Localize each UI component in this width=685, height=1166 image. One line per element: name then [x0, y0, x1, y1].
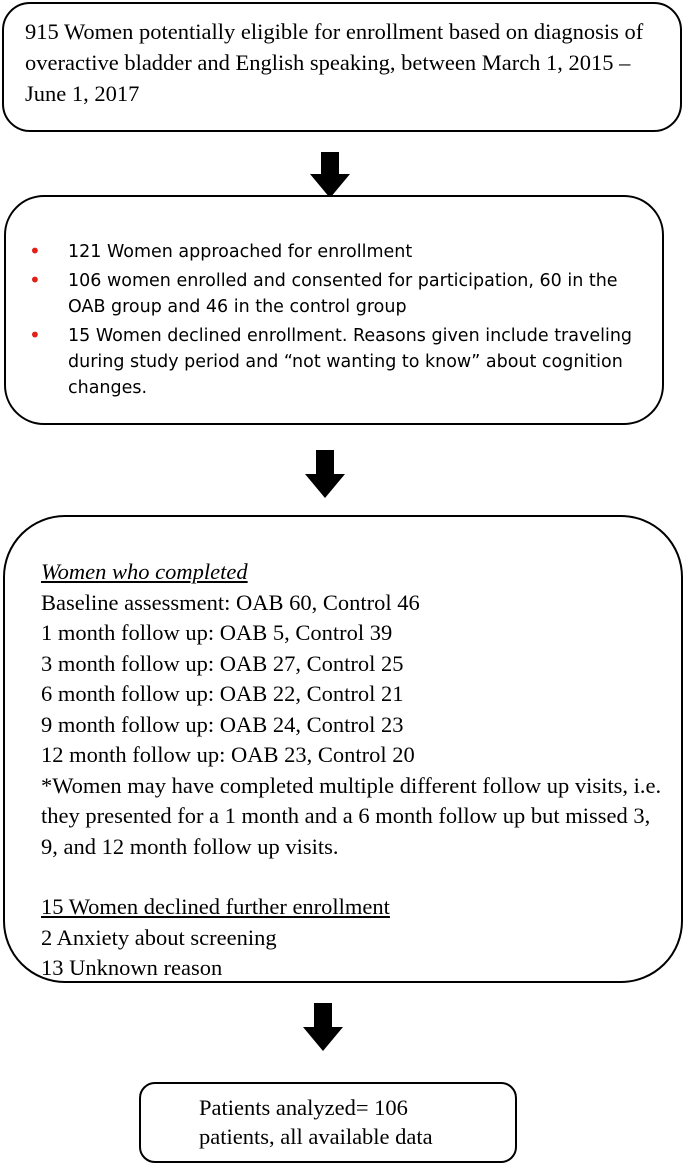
- declined-line: 2 Anxiety about screening: [41, 924, 277, 950]
- list-item: [28, 323, 660, 401]
- enrollment-bullet-list: [28, 239, 660, 404]
- completed-line: Baseline assessment: OAB 60, Control 46: [41, 589, 420, 615]
- declined-heading: 15 Women declined further enrollment: [41, 894, 390, 919]
- analysis-box: [139, 1082, 517, 1163]
- bullet-icon: •: [29, 268, 41, 292]
- completion-box: [3, 515, 683, 983]
- analysis-line: Patients analyzed= 106: [199, 1095, 408, 1120]
- down-arrow-icon: [303, 1003, 343, 1051]
- completed-line: 12 month follow up: OAB 23, Control 20: [41, 742, 415, 767]
- completed-line: 1 month follow up: OAB 5, Control 39: [41, 620, 393, 645]
- list-item-text: 121 Women approached for enrollment: [68, 242, 413, 262]
- list-item-text: 106 women enrolled and consented for participation, 60 in the OAB group and 46 in the control group: [68, 271, 618, 317]
- eligibility-text: 915 Women potentially eligible for enrollment based on diagnosis of overactive bladder and English speaking, between March 1, 2015 – June 1, 2017: [25, 19, 644, 106]
- declined-line: 13 Unknown reason: [41, 955, 223, 980]
- eligibility-box: [2, 2, 682, 132]
- bullet-icon: •: [29, 239, 41, 263]
- down-arrow-icon: [305, 450, 345, 498]
- analysis-line: patients, all available data: [199, 1124, 433, 1149]
- list-item-text: 15 Women declined enrollment. Reasons given include traveling during study period and “not wanting to know” about cognition changes.: [68, 326, 633, 398]
- down-arrow-icon: [310, 152, 350, 198]
- list-item: [28, 268, 660, 320]
- bullet-icon: •: [29, 323, 41, 347]
- completed-heading: Women who completed: [41, 559, 248, 584]
- completed-line: 6 month follow up: OAB 22, Control 21: [41, 681, 404, 706]
- footnote: *Women may have completed multiple different follow up visits, i.e. they presented for a 1 month and a 6 month follow up but missed 3, 9, and 12 month follow up visits.: [41, 772, 662, 859]
- list-item: [28, 239, 660, 265]
- completed-line: 3 month follow up: OAB 27, Control 25: [41, 650, 404, 676]
- completed-line: 9 month follow up: OAB 24, Control 23: [41, 711, 404, 737]
- enrollment-box: [4, 195, 664, 425]
